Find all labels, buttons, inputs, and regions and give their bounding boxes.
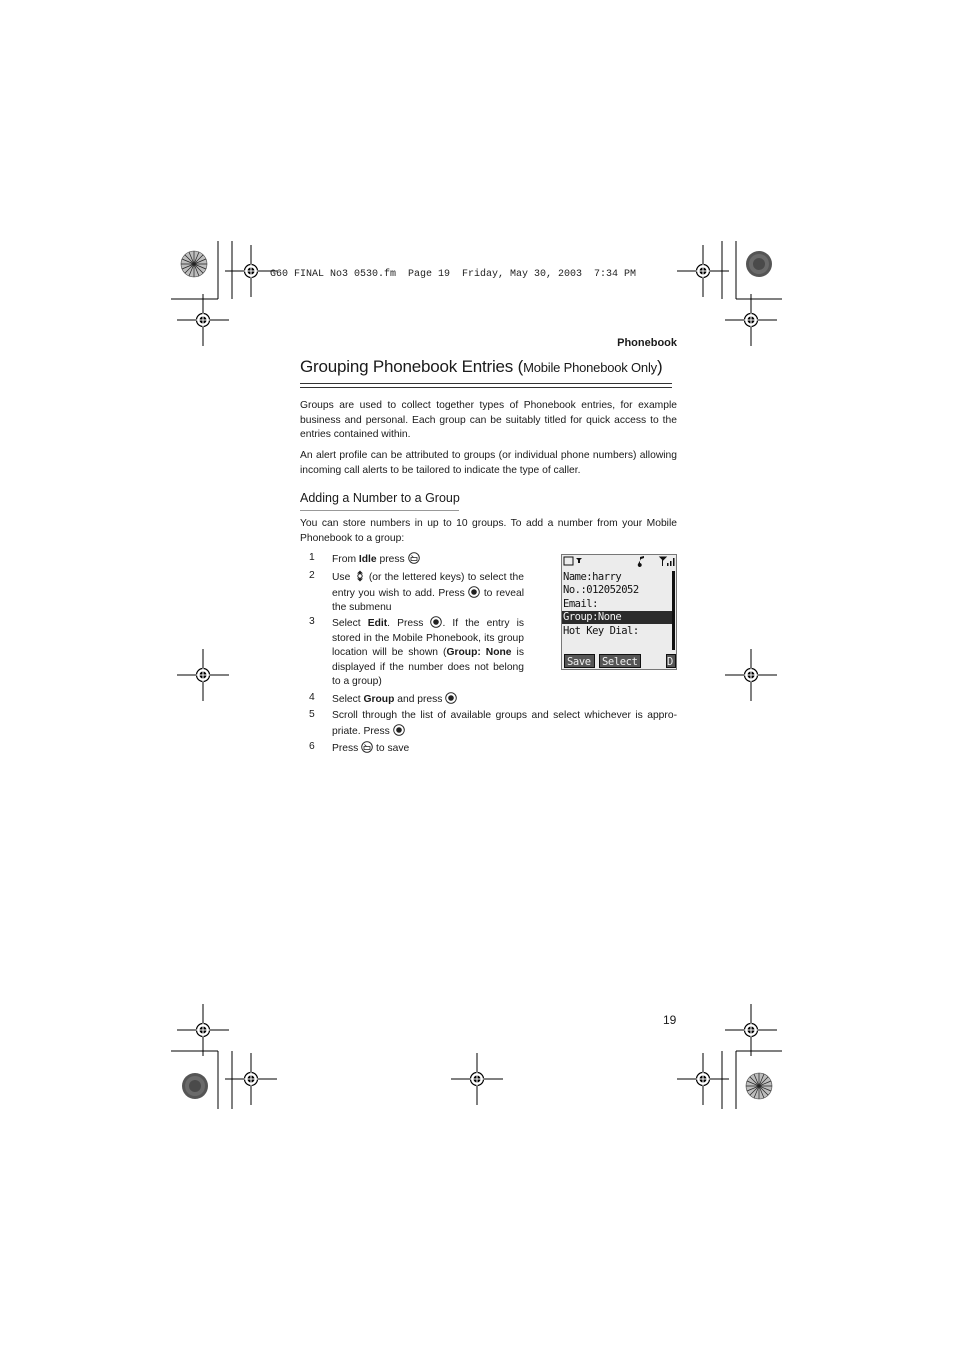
page-number: 19 — [663, 1013, 677, 1027]
screen-line: Hot Key Dial: — [563, 625, 639, 637]
status-bar — [562, 555, 676, 568]
step-5 — [332, 709, 677, 739]
step-number: 2 — [309, 570, 315, 581]
step-text: and press — [394, 694, 443, 705]
title-subtitle: Mobile Phonebook Only — [523, 360, 657, 375]
running-head: Phonebook — [617, 337, 677, 349]
step-text: (or the lettered keys) to select the entry you wish to add. Press — [332, 572, 524, 599]
title-main: Grouping Phonebook Entries ( — [300, 357, 524, 376]
select-key-icon — [393, 724, 405, 736]
print-header: G60 FINAL No3 0530.fm Page 19 Friday, May 30, 2003 7:34 PM — [270, 269, 637, 280]
step-text: . If the entry is stored in the Mobile Phonebook, its group location will be shown ( — [332, 618, 524, 659]
step-text: . Press — [387, 618, 431, 629]
step-6 — [332, 741, 632, 757]
section-paragraph: You can store numbers in up to 10 groups. To add a number from your Mobile Phonebook to a group: — [300, 518, 677, 544]
navigation-key-icon — [354, 570, 366, 582]
step-number: 1 — [309, 552, 315, 563]
softkey-middle: Select — [599, 654, 641, 668]
phone-icon — [576, 558, 582, 563]
step-number: 4 — [309, 692, 315, 703]
phone-screen — [561, 554, 677, 670]
select-key-icon — [430, 616, 442, 628]
step-1 — [332, 552, 532, 568]
step-text: Scroll through the list of available groups and select whichever is appro-priate. Press — [332, 710, 677, 737]
page-title — [300, 357, 662, 377]
section-rule — [300, 510, 459, 511]
step-bold: Idle — [358, 554, 377, 565]
music-note-icon — [638, 556, 644, 567]
intro-paragraph: Groups are used to collect together types of Phonebook entries, for example business and personal. Each group can be suitably titled for quick access to the entries contained within. — [300, 400, 677, 441]
step-2 — [332, 570, 524, 616]
step-bold: Edit — [367, 618, 388, 629]
left-softkey-icon — [361, 741, 373, 753]
step-number: 5 — [309, 709, 315, 720]
step-bold: Group: None — [446, 647, 512, 659]
softkey-right: D — [666, 654, 676, 668]
screen-line: No.:012052052 — [563, 584, 639, 596]
step-text: to save — [373, 743, 410, 754]
step-text: From — [332, 554, 359, 565]
step-number: 6 — [309, 741, 315, 752]
step-text: Use — [332, 572, 354, 583]
step-4 — [332, 692, 632, 708]
select-key-icon — [468, 586, 480, 598]
select-key-icon — [445, 692, 457, 704]
step-bold: Group — [363, 694, 395, 705]
step-text: to reveal the submenu — [332, 587, 524, 614]
step-text: Select — [332, 694, 364, 705]
softkey-left: Save — [564, 654, 595, 668]
screen-scrollbar — [672, 571, 675, 650]
step-number: 3 — [309, 616, 315, 627]
step-text: is displayed if the number does not belong to a group) — [332, 647, 524, 688]
screen-line: Name:harry — [563, 571, 622, 583]
screen-line-selected: Group:None — [562, 611, 673, 624]
title-rule-bottom — [300, 387, 672, 388]
title-close: ) — [656, 357, 663, 376]
screen-line: Email: — [563, 598, 598, 610]
step-text: Select — [332, 618, 368, 629]
title-rule-top — [300, 383, 672, 384]
section-heading: Adding a Number to a Group — [300, 491, 460, 505]
signal-icon — [660, 557, 675, 566]
alert-paragraph: An alert profile can be attributed to groups (or individual phone numbers) allowing incoming call alerts to be tailored to indicate the type of caller. — [300, 450, 677, 476]
step-3 — [332, 616, 524, 690]
step-text: Press — [332, 743, 362, 754]
left-softkey-icon — [408, 552, 420, 564]
step-text: press — [376, 554, 405, 565]
